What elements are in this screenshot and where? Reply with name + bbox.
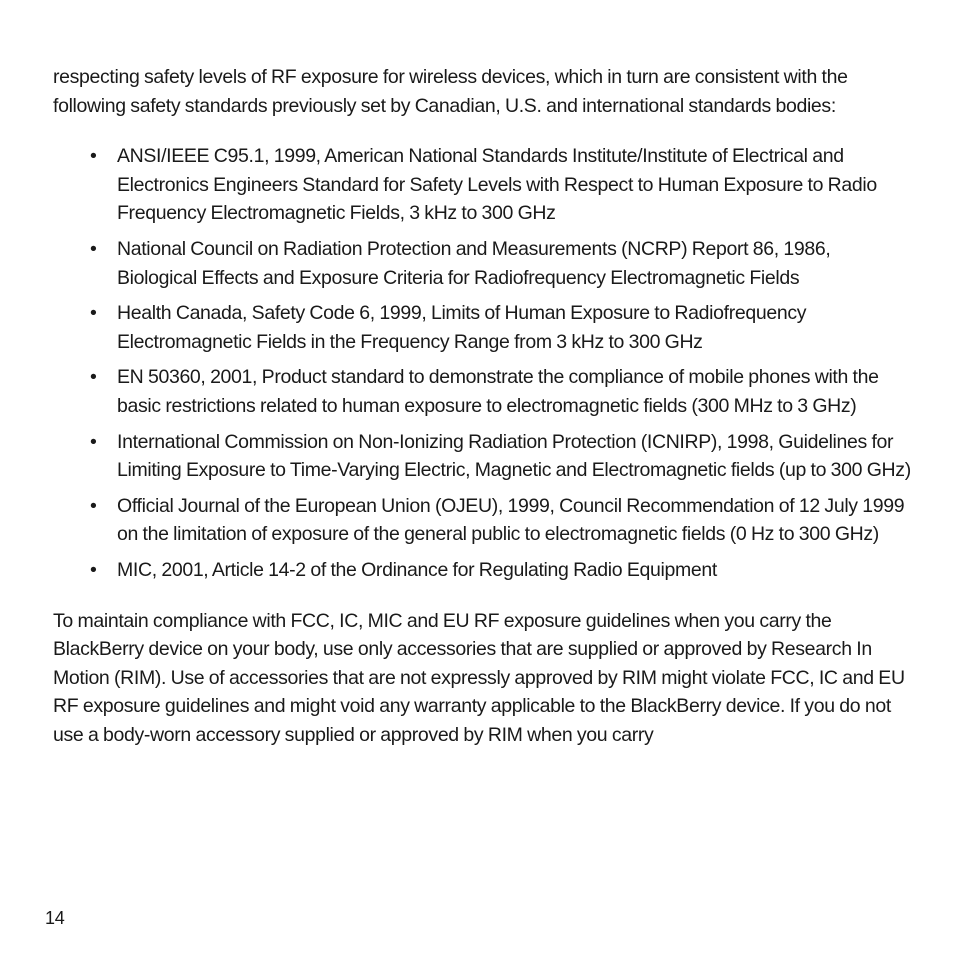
- bullet-marker: •: [90, 494, 97, 517]
- page-body: [53, 63, 913, 749]
- bullet-marker: •: [90, 302, 97, 325]
- list-item-text: Official Journal of the European Union (OJEU), 1999, Council Recommendation of 12 July 1999 on the limitation of exposure of the general public to electromagnetic fields (0 Hz to 300 GHz): [117, 494, 905, 546]
- closing-paragraph: To maintain compliance with FCC, IC, MIC and EU RF exposure guidelines when you carry the BlackBerry device on your body, use only accessories that are supplied or approved by Research In Motion (RIM). Use of accessories that are not expressly approved by RIM might violate FCC, IC and EU RF exposure guidelines and might void any warranty applicable to the BlackBerry device. If you do not use a body-worn accessory supplied or approved by RIM when you carry: [53, 609, 905, 746]
- bullet-marker: •: [90, 237, 97, 260]
- list-item: [90, 556, 913, 585]
- list-item-text: EN 50360, 2001, Product standard to demonstrate the compliance of mobile phones with the basic restrictions related to human exposure to electromagnetic fields (300 MHz to 3 GHz): [117, 366, 879, 417]
- list-item: [90, 142, 913, 228]
- list-item-text: Health Canada, Safety Code 6, 1999, Limits of Human Exposure to Radiofrequency Electromagnetic Fields in the Frequency Range from 3 kHz to 300 GHz: [117, 302, 807, 353]
- list-item: [90, 492, 913, 549]
- list-item-text: ANSI/IEEE C95.1, 1999, American National Standards Institute/Institute of Electrical and Electronics Engineers Standard for Safety Levels with Respect to Human Exposure to Radio Frequency Electromagnetic Fields, 3 kHz to 300 GHz: [117, 145, 877, 225]
- list-item-text: National Council on Radiation Protection and Measurements (NCRP) Report 86, 1986, Biological Effects and Exposure Criteria for Radiofrequency Electromagnetic Fields: [117, 237, 831, 289]
- intro-paragraph: respecting safety levels of RF exposure for wireless devices, which in turn are consistent with the following safety standards previously set by Canadian, U.S. and international standards bodies:: [53, 66, 848, 117]
- bullet-marker: •: [90, 145, 97, 168]
- page-number: 14: [45, 908, 65, 928]
- list-item: [90, 235, 913, 292]
- standards-list: [53, 142, 913, 584]
- list-item-text: MIC, 2001, Article 14-2 of the Ordinance for Regulating Radio Equipment: [117, 558, 717, 581]
- list-item-text: International Commission on Non-Ionizing Radiation Protection (ICNIRP), 1998, Guidelines for Limiting Exposure to Time-Varying Electric, Magnetic and Electromagnetic fields (up to 300 GHz): [117, 430, 911, 482]
- bullet-marker: •: [90, 430, 97, 453]
- bullet-marker: •: [90, 366, 97, 389]
- bullet-marker: •: [90, 558, 97, 581]
- list-item: [90, 428, 913, 485]
- list-item: [90, 299, 913, 356]
- list-item: [90, 363, 913, 420]
